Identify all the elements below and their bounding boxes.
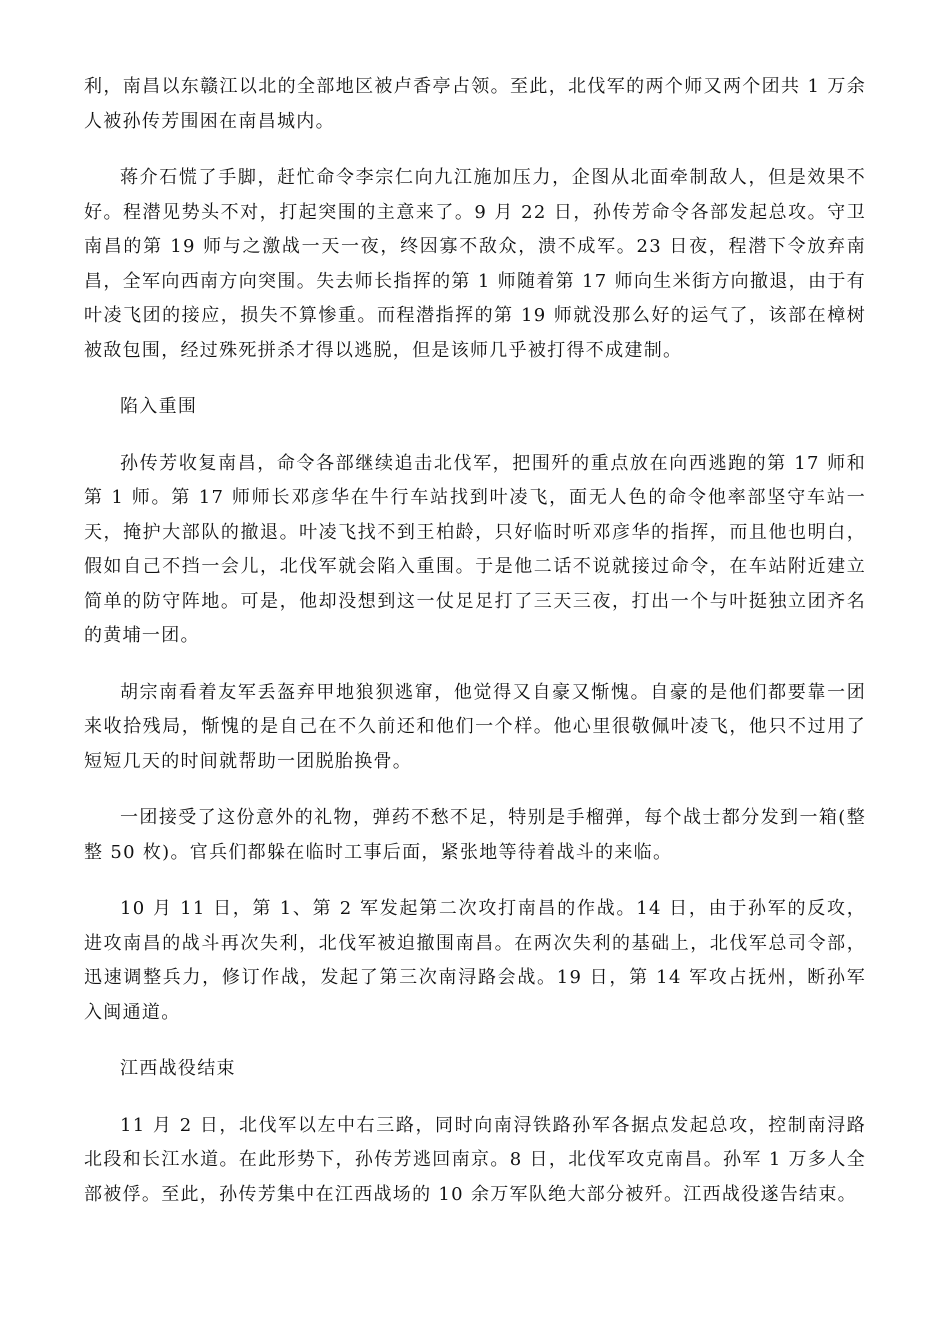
document-page xyxy=(84,70,866,1234)
paragraph-hu-zongnan: 胡宗南看着友军丢盔弃甲地狼狈逃窜，他觉得又自豪又惭愧。自豪的是他们都要靠一团来收拾残局，惭愧的是自己在不久前还和他们一个样。他心里很敬佩叶凌飞，他只不过用了短短几天的时间就帮助一团脱胎换骨。 xyxy=(84,681,866,772)
paragraph-breakout: 蒋介石慌了手脚，赶忙命令李宗仁向九江施加压力，企图从北面牵制敌人，但是效果不好。程潜见势头不对，打起突围的主意来了。9 月 22 日，孙传芳命令各部发起总攻。守卫南昌的第 19 师与之激战一天一夜，终因寡不敌众，溃不成军。23 日夜，程潜下令放弃南昌，全军向西南方向突围。失去师长指挥的第 1 师随着第 17 师向生米街方向撤退，由于有叶凌飞团的接应，损失不算惨重。而程潜指挥的第 19 师就没那么好的运气了，该部在樟树被敌包围，经过殊死拼杀才得以逃脱，但是该师几乎被打得不成建制。 xyxy=(84,167,866,361)
paragraph-final-offensive: 11 月 2 日，北伐军以左中右三路，同时向南浔铁路孙军各据点发起总攻，控制南浔路北段和长江水道。在此形势下，孙传芳逃回南京。8 日，北伐军攻克南昌。孙军 1 万多人全部被俘。至此，孙传芳集中在江西战场的 10 余万军队绝大部分被歼。江西战役遂告结束。 xyxy=(84,1114,866,1205)
section-heading-encirclement: 陷入重围 xyxy=(120,396,198,417)
paragraph-niuxing-station: 孙传芳收复南昌，命令各部继续追击北伐军，把围歼的重点放在向西逃跑的第 17 师和第 1 师。第 17 师师长邓彦华在牛行车站找到叶凌飞，面无人色的命令他率部坚守车站一天，掩护大部队的撤退。叶凌飞找不到王柏龄，只好临时听邓彦华的指挥，而且他也明白，假如自己不挡一会儿，北伐军就会陷入重围。于是他二话不说就接过命令，在车站附近建立简单的防守阵地。可是，他却没想到这一仗足足打了三天三夜，打出一个与叶挺独立团齐名的黄埔一团。 xyxy=(84,452,866,646)
paragraph-second-attack: 10 月 11 日，第 1、第 2 军发起第二次攻打南昌的作战。14 日，由于孙军的反攻，进攻南昌的战斗再次失利，北伐军被迫撤围南昌。在两次失利的基础上，北伐军总司令部，迅速调整兵力，修订作战，发起了第三次南浔路会战。19 日，第 14 军攻占抚州，断孙军入闽通道。 xyxy=(84,898,866,1023)
paragraph-grenades: 一团接受了这份意外的礼物，弹药不愁不足，特别是手榴弹，每个战士都分发到一箱(整整 50 枚)。官兵们都躲在临时工事后面，紧张地等待着战斗的来临。 xyxy=(84,807,866,863)
section-heading-campaign-end: 江西战役结束 xyxy=(120,1058,236,1079)
paragraph-continuation: 利，南昌以东赣江以北的全部地区被卢香亭占领。至此，北伐军的两个师又两个团共 1 万余人被孙传芳围困在南昌城内。 xyxy=(84,76,866,132)
